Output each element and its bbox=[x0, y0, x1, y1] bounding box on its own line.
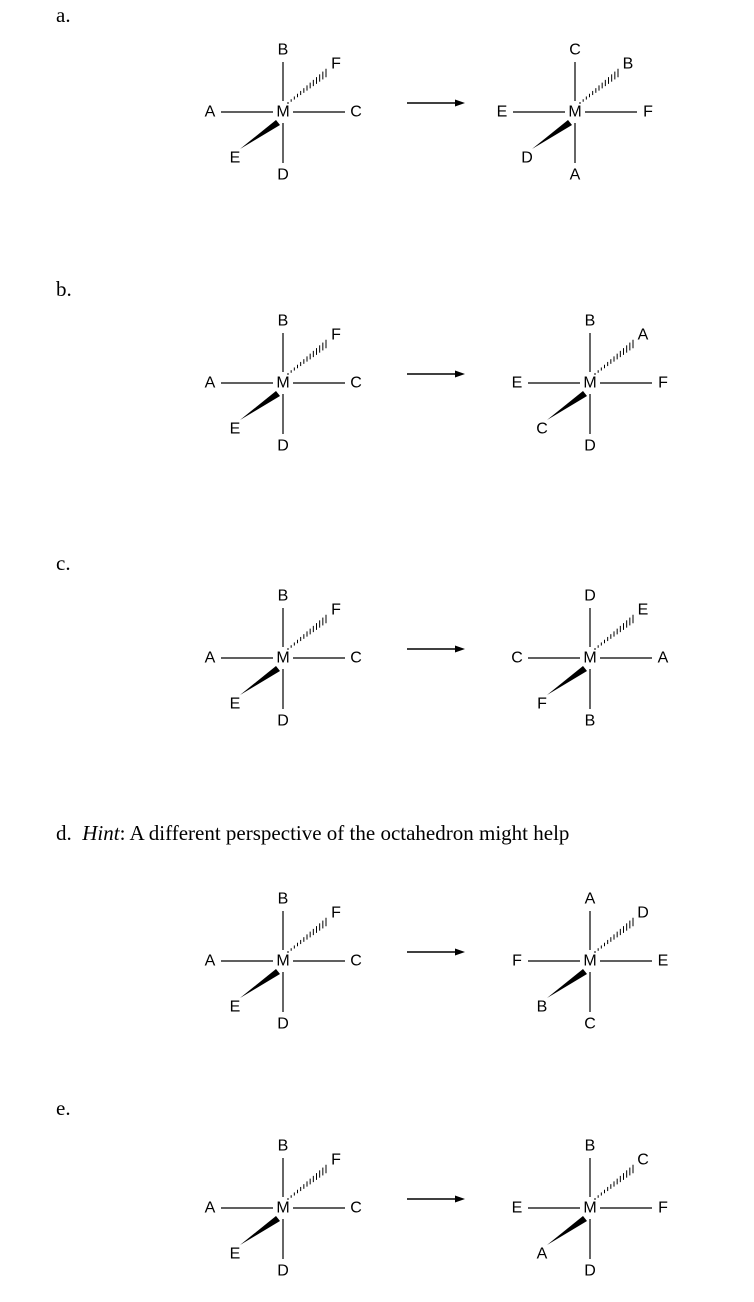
reactant-complex-c bbox=[205, 588, 362, 730]
metal-atom-label: M bbox=[276, 1199, 290, 1217]
metal-atom-label: M bbox=[583, 374, 597, 392]
ligand-front-label: E bbox=[229, 149, 241, 167]
ligand-bottom-label: B bbox=[584, 712, 596, 730]
part-label-e: e. bbox=[56, 1096, 71, 1120]
product-complex-a bbox=[497, 42, 653, 184]
ligand-front-label: F bbox=[537, 695, 547, 713]
wedge-bond-front bbox=[532, 120, 572, 149]
ligand-front-label: E bbox=[229, 1245, 241, 1263]
ligand-top-label: B bbox=[277, 312, 289, 330]
ligand-front-label: D bbox=[521, 149, 533, 167]
part-label-b: b. bbox=[56, 277, 72, 301]
ligand-back-label: A bbox=[637, 326, 649, 344]
hashed-bond-back bbox=[288, 340, 326, 375]
ligand-bottom-label: D bbox=[277, 1015, 289, 1033]
arrow-head bbox=[455, 949, 465, 956]
ligand-left-label: A bbox=[204, 1199, 216, 1217]
ligand-right-label: F bbox=[658, 1199, 668, 1217]
product-complex-d bbox=[512, 891, 668, 1033]
hashed-bond-back bbox=[580, 69, 618, 104]
product-complex-b bbox=[512, 313, 668, 455]
ligand-left-label: E bbox=[496, 103, 508, 121]
ligand-front-label: E bbox=[229, 420, 241, 438]
hashed-bond-back bbox=[288, 1165, 326, 1200]
metal-atom-label: M bbox=[276, 374, 290, 392]
ligand-top-label: B bbox=[584, 1137, 596, 1155]
reaction-arrow-a bbox=[407, 100, 465, 107]
product-complex-e bbox=[512, 1138, 668, 1280]
ligand-left-label: A bbox=[204, 374, 216, 392]
part-label-c: c. bbox=[56, 551, 71, 575]
ligand-bottom-label: D bbox=[277, 166, 289, 184]
metal-atom-label: M bbox=[583, 952, 597, 970]
ligand-bottom-label: D bbox=[584, 437, 596, 455]
ligand-front-label: E bbox=[229, 998, 241, 1016]
hint-word: Hint bbox=[82, 821, 120, 845]
metal-atom-label: M bbox=[583, 649, 597, 667]
ligand-front-label: A bbox=[536, 1245, 548, 1263]
reaction-arrow-b bbox=[407, 371, 465, 378]
reactant-complex-b bbox=[205, 313, 362, 455]
ligand-top-label: B bbox=[584, 312, 596, 330]
ligand-right-label: E bbox=[657, 952, 669, 970]
wedge-bond-front bbox=[240, 1216, 280, 1245]
ligand-left-label: F bbox=[512, 952, 522, 970]
ligand-left-label: A bbox=[204, 103, 216, 121]
reactant-complex-d bbox=[205, 891, 362, 1033]
ligand-bottom-label: C bbox=[584, 1015, 596, 1033]
ligand-front-label: C bbox=[536, 420, 548, 438]
wedge-bond-front bbox=[547, 969, 587, 998]
ligand-back-label: F bbox=[331, 55, 341, 73]
ligand-front-label: E bbox=[229, 695, 241, 713]
ligand-right-label: C bbox=[350, 374, 362, 392]
wedge-bond-front bbox=[240, 391, 280, 420]
hashed-bond-back bbox=[288, 615, 326, 650]
ligand-bottom-label: D bbox=[277, 712, 289, 730]
ligand-right-label: A bbox=[657, 649, 669, 667]
arrow-head bbox=[455, 100, 465, 107]
metal-atom-label: M bbox=[568, 103, 582, 121]
ligand-back-label: D bbox=[637, 904, 649, 922]
reaction-arrow-d bbox=[407, 949, 465, 956]
reaction-arrow-c bbox=[407, 646, 465, 653]
ligand-back-label: C bbox=[637, 1151, 649, 1169]
ligand-right-label: C bbox=[350, 1199, 362, 1217]
ligand-right-label: C bbox=[350, 103, 362, 121]
hashed-bond-back bbox=[288, 918, 326, 953]
ligand-back-label: B bbox=[622, 55, 634, 73]
ligand-back-label: F bbox=[331, 326, 341, 344]
ligand-top-label: B bbox=[277, 1137, 289, 1155]
metal-atom-label: M bbox=[276, 103, 290, 121]
ligand-right-label: F bbox=[643, 103, 653, 121]
hashed-bond-back bbox=[595, 340, 633, 375]
arrow-head bbox=[455, 646, 465, 653]
hint-text: : A different perspective of the octahedron might help bbox=[119, 821, 570, 845]
wedge-bond-front bbox=[240, 969, 280, 998]
ligand-top-label: B bbox=[277, 587, 289, 605]
ligand-left-label: C bbox=[511, 649, 523, 667]
wedge-bond-front bbox=[547, 391, 587, 420]
reactant-complex-e bbox=[205, 1138, 362, 1280]
ligand-top-label: B bbox=[277, 41, 289, 59]
ligand-bottom-label: D bbox=[277, 437, 289, 455]
arrow-head bbox=[455, 371, 465, 378]
metal-atom-label: M bbox=[276, 952, 290, 970]
metal-atom-label: M bbox=[276, 649, 290, 667]
hashed-bond-back bbox=[288, 69, 326, 104]
hashed-bond-back bbox=[595, 918, 633, 953]
wedge-bond-front bbox=[240, 666, 280, 695]
ligand-back-label: F bbox=[331, 1151, 341, 1169]
wedge-bond-front bbox=[240, 120, 280, 149]
ligand-front-label: B bbox=[536, 998, 548, 1016]
ligand-top-label: B bbox=[277, 890, 289, 908]
ligand-bottom-label: A bbox=[569, 166, 581, 184]
part-label-a: a. bbox=[56, 3, 71, 27]
product-complex-c bbox=[511, 588, 668, 730]
reaction-arrow-e bbox=[407, 1196, 465, 1203]
hashed-bond-back bbox=[595, 1165, 633, 1200]
ligand-right-label: C bbox=[350, 952, 362, 970]
wedge-bond-front bbox=[547, 666, 587, 695]
ligand-top-label: C bbox=[569, 41, 581, 59]
ligand-left-label: A bbox=[204, 649, 216, 667]
ligand-left-label: A bbox=[204, 952, 216, 970]
ligand-top-label: D bbox=[584, 587, 596, 605]
ligand-right-label: C bbox=[350, 649, 362, 667]
ligand-bottom-label: D bbox=[277, 1262, 289, 1280]
arrow-head bbox=[455, 1196, 465, 1203]
ligand-right-label: F bbox=[658, 374, 668, 392]
ligand-back-label: F bbox=[331, 904, 341, 922]
part-label-d: d. bbox=[56, 821, 72, 845]
ligand-bottom-label: D bbox=[584, 1262, 596, 1280]
ligand-back-label: F bbox=[331, 601, 341, 619]
ligand-back-label: E bbox=[637, 601, 649, 619]
ligand-left-label: E bbox=[511, 374, 523, 392]
reactant-complex-a bbox=[205, 42, 362, 184]
ligand-top-label: A bbox=[584, 890, 596, 908]
wedge-bond-front bbox=[547, 1216, 587, 1245]
metal-atom-label: M bbox=[583, 1199, 597, 1217]
hashed-bond-back bbox=[595, 615, 633, 650]
ligand-left-label: E bbox=[511, 1199, 523, 1217]
